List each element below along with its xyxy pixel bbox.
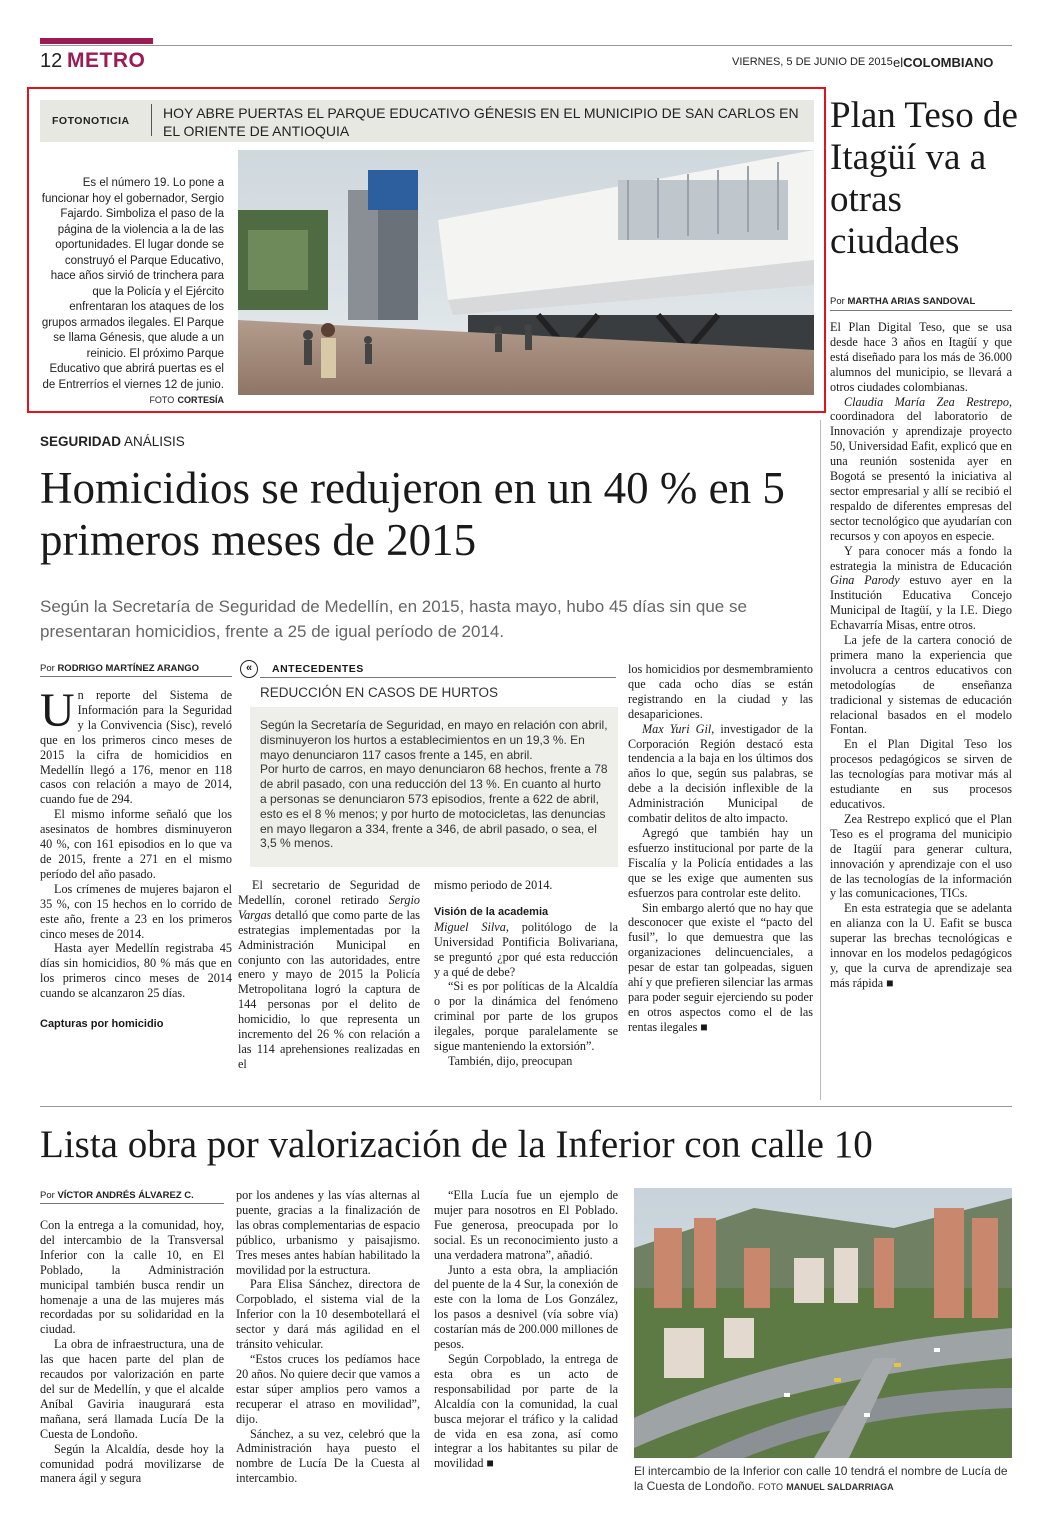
paragraph-text: detalló que como parte de las estrategias implementadas por la Administración Municipal en conjunto con las autoridades, entre enero y mayo de 2015 la Policía Metropolitana logró la captura de 144 personas por el delito de homicidio, lo que representa un incremento del 26 % con relación a las 114 aprehensiones realizadas en el xyxy=(238,907,420,1071)
intercambio-photo xyxy=(634,1188,1012,1458)
kicker-type: ANÁLISIS xyxy=(124,434,185,449)
paragraph-text: , politólogo de la Universidad Pontificia Bolivariana, se preguntó ¿por qué esta reducción y a qué de debe? xyxy=(434,919,619,979)
antecedentes-divider xyxy=(260,677,616,678)
caption-credit-name: MANUEL SALDARRIAGA xyxy=(786,1482,894,1492)
paragraph xyxy=(830,901,1012,990)
paragraph: mismo periodo de 2014. xyxy=(434,878,553,892)
person-name: Sergio Vargas xyxy=(238,892,420,922)
fotonoticia-title: HOY ABRE PUERTAS EL PARQUE EDUCATIVO GÉNESIS EN EL MUNICIPIO DE SAN CARLOS EN EL ORIENTE DE ANTIOQUIA xyxy=(163,105,799,139)
page-number: 12 xyxy=(40,50,63,72)
paragraph: Agregó que también hay un esfuerzo institucional por parte de la Fiscalía y la Policía entidades a las que se les exige que aumenten sus esfuerzos para controlar este delito. xyxy=(628,825,813,900)
paragraph xyxy=(434,920,618,980)
sidebar-byline xyxy=(830,296,975,307)
chevron-left-double-icon: « xyxy=(240,660,258,678)
byline-divider xyxy=(40,676,232,677)
antecedentes-paragraph: Según la Secretaría de Seguridad, en mayo en relación con abril, disminuyeron los hurtos a establecimientos en un 19,3 %. En mayo denunciaron 117 casos frente a 145, en abril. xyxy=(260,718,608,762)
paragraph xyxy=(830,395,1012,544)
main-deck: Según la Secretaría de Seguridad de Medellín, en 2015, hasta mayo, hubo 45 días sin que se presentaran homicidios, frente a 25 de igual período de 2014. xyxy=(40,597,747,641)
paragraph: Sánchez, a su vez, celebró que la Administración haya puesto el nombre de Lucía De la Cuesta al intercambio. xyxy=(236,1426,420,1486)
kicker-section: SEGURIDAD xyxy=(40,434,122,449)
byline-prefix: Por xyxy=(40,663,55,674)
main-column-1 xyxy=(40,684,232,1032)
person-name: Gina Parody xyxy=(830,573,900,588)
antecedentes-label: ANTECEDENTES xyxy=(272,663,364,675)
paragraph xyxy=(238,878,420,1072)
main-byline xyxy=(40,663,199,674)
paragraph: La obra de infraestructura, una de las que hacen parte del plan de recaudos por valorización en parte del sur de Medellín, y que el alcalde Aníbal Gaviria inaugurará esta mañana, será llamada Lucía De la Cuesta de Londoño. xyxy=(40,1337,224,1441)
byline-name: MARTHA ARIAS SANDOVAL xyxy=(847,296,976,307)
paragraph-text: Sin embargo alertó que no hay que desconocer que existe el “pacto del fusil”, lo que demuestra que las organizaciones delincuenciales, a pesar de estar tan golpeadas, siguen ahí y que prefieren silenciar las armas para poder seguir ejerciendo su poder en otros aspectos como el de las rentas ilegales xyxy=(628,900,813,1034)
byline-name: VÍCTOR ANDRÉS ÁLVAREZ C. xyxy=(57,1190,194,1201)
paragraph: Zea Restrepo explicó que el Plan Teso es el programa del municipio de Itagüí para generar cultura, innovación y aprendizaje con el uso de las tecnologías de la información y las comunicaciones, TICs. xyxy=(830,811,1012,901)
paragraph: Hasta ayer Medellín registraba 45 días sin homicidios, 80 % más que en los primeros cinco meses de 2014 cuando se alcanzaron 25 días. xyxy=(40,941,232,1001)
fotonoticia-body: Es el número 19. Lo pone a funcionar hoy el gobernador, Sergio Fajardo. Simboliza el paso de la página de la violencia a la de las oportunidades. El lugar donde se construyó el Parque Educativo, hace años sirvió de trinchera para que la Policía y el Ejército enfrentaran los ataques de los grupos armados ilegales. El Parque se llama Génesis, que alude a un reinicio. El próximo Parque Educativo que abrirá puertas es el de Entrerríos el viernes 12 de junio. xyxy=(41,177,224,391)
sidebar-byline-divider xyxy=(830,310,1012,311)
sidebar-column xyxy=(830,320,1012,991)
caption-credit-prefix: FOTO xyxy=(758,1482,783,1492)
intercambio-illustration xyxy=(634,1188,1012,1458)
second-column-2 xyxy=(236,1188,420,1486)
byline-name: RODRIGO MARTÍNEZ ARANGO xyxy=(57,663,200,674)
second-column-3 xyxy=(434,1188,618,1471)
antecedentes-text xyxy=(260,718,610,851)
paragraph-text: El secretario de Seguridad de Medellín, coronel retirado xyxy=(238,878,420,907)
paragraph: “Ella Lucía fue un ejemplo de mujer para nosotros en El Poblado. Fue generosa, preocupada por lo social. Es un reconocimiento justo a una verdadera matrona”, añadió. xyxy=(434,1188,618,1262)
subhead-academia: Visión de la academia xyxy=(434,905,549,918)
paragraph-text: estuvo ayer en la Institución Educativa Concejo Municipal de Itagüí, y la I.E. Diego Echavarría Misas, entre otros. xyxy=(830,573,1012,633)
masthead-prefix: el xyxy=(893,55,904,70)
masthead-name: COLOMBIANO xyxy=(903,55,994,70)
second-byline xyxy=(40,1190,194,1201)
main-column-4 xyxy=(628,662,813,1035)
paragraph: “Estos cruces los pedíamos hace 20 años. No quiere decir que vamos a estar súper amplios pero vamos a recuperar el atraso en movilidad”, dijo. xyxy=(236,1351,420,1426)
article-kicker xyxy=(40,434,185,449)
section-color-bar xyxy=(40,38,153,44)
paragraph-text: En esta estrategia que se adelanta en alianza con la U. Eafit se busca superar las brechas tecnológicas e innovar en los modelos pedagógicos y, que la curva de aprendizaje sea más rápida xyxy=(830,901,1012,990)
paragraph-text: Según Corpoblado, la entrega de esta obra es un acto de responsabilidad por parte de la Alcaldía con la comunidad, la cual busca mejorar el tráfico y la calidad de vida en esa zona, así como integrar a los habitantes su pilar de movilidad xyxy=(434,1351,618,1471)
column-divider xyxy=(820,420,821,1100)
newspaper-masthead xyxy=(893,55,993,70)
fotonoticia-divider xyxy=(151,104,152,136)
paragraph: También, dijo, preocupan xyxy=(448,1053,573,1068)
paragraph: Con la entrega a la comunidad, hoy, del intercambio de la Transversal Inferior con la calle 10, en El Poblado, la Administración municipal también busca rendir un homenaje a una de las mujeres más recordadas por su solidaridad en la ciudad. xyxy=(40,1218,224,1337)
byline-prefix: Por xyxy=(40,1190,55,1201)
fotonoticia-label: FOTONOTICIA xyxy=(52,115,130,127)
paragraph xyxy=(830,544,1012,633)
issue-date: VIERNES, 5 DE JUNIO DE 2015 xyxy=(732,56,893,68)
second-column-1 xyxy=(40,1218,224,1486)
paragraph: Junto a esta obra, la ampliación del puente de la 4 Sur, la conexión de este con la loma de Los González, los pasos a desnivel (vía sobre vía) costarían más de 200.000 millones de pesos. xyxy=(434,1262,618,1352)
paragraph: Los crímenes de mujeres bajaron el 35 %, con 15 hechos en lo corrido de este año, frente a 23 en los primeros cinco meses de 2014. xyxy=(40,881,232,941)
header-divider xyxy=(40,45,1012,46)
person-name: Claudia María Zea Restrepo xyxy=(844,394,1009,409)
photo-caption xyxy=(634,1464,1012,1495)
paragraph-text: , investigador de la Corporación Región destacó esta tendencia a la baja en los últimos dos años lo que, según sus palabras, se debe a la decisión inflexible de la Administración Municipal de combatir delitos de alto impacto. xyxy=(628,721,813,826)
paragraph-text: n reporte del Sistema de Información para la Seguridad y la Convivencia (Sisc), reveló que en los primeros cinco meses de 2015 la cifra de homicidios en Medellín llegó a 176, menor en 118 casos con relación a mayo de 2014, cuando fue de 294. xyxy=(40,688,232,807)
paragraph xyxy=(628,722,813,826)
paragraph: los homicidios por desmembramiento que cada ocho días se están registrando en la ciudad y las desapariciones. xyxy=(628,662,813,721)
end-mark-icon: ■ xyxy=(700,1019,708,1034)
main-column-2 xyxy=(238,878,420,1072)
main-headline: Homicidios se redujeron en un 40 % en 5 primeros meses de 2015 xyxy=(40,463,785,565)
caption-text: El intercambio de la Inferior con calle 10 tendrá el nombre de Lucía de la Cuesta de Londoño. xyxy=(634,1464,1008,1493)
second-headline: Lista obra por valorización de la Inferior con calle 10 xyxy=(40,1123,873,1166)
paragraph xyxy=(434,1352,618,1471)
person-name: Miguel Silva xyxy=(434,919,506,934)
byline-divider xyxy=(40,1203,224,1204)
antecedentes-paragraph: Por hurto de carros, en mayo denunciaron 68 hechos, frente a 78 de abril pasado, con una reducción del 13 %. En cuanto al hurto a personas se denunciaron 573 episodios, frente a 622 de abril, esto es el 8 % menos; y por hurto de motocicletas, las denuncias en mayo llegaron a 334, frente a 346, de abril pasado, o sea, el 3,5 % menos. xyxy=(260,762,608,851)
main-column-3 xyxy=(434,878,618,1069)
paragraph: El mismo informe señaló que los asesinatos de hombres disminuyeron 40 %, con 161 episodios en lo que va de 2015, frente a 271 en el mismo período del año pasado. xyxy=(40,807,232,881)
parque-educativo-photo xyxy=(238,150,814,395)
parque-educativo-illustration xyxy=(238,150,814,395)
paragraph: La jefe de la cartera conoció de primera mano la experiencia que involucra a centros educativos con metodologías de enseñanza tradicional y sistemas de educación relacional basados en el modelo Fontan. xyxy=(830,633,1012,737)
paragraph: por los andenes y las vías alternas al puente, gracias a la finalización de las obras complementarias de espacio público, urbanismo y paisajismo. Tres meses antes habían habilitado la movilidad por la estructura. xyxy=(236,1188,420,1277)
fotonoticia-text xyxy=(40,176,224,409)
paragraph xyxy=(40,684,232,807)
fotonoticia-credit-prefix: FOTO xyxy=(149,395,175,405)
paragraph: En el Plan Digital Teso los procesos pedagógicos se sirven de las tecnologías para motivar más al estudiante en sus procesos educativos. xyxy=(830,737,1012,811)
subhead-capturas: Capturas por homicidio xyxy=(40,1018,164,1031)
end-mark-icon: ■ xyxy=(886,975,894,990)
section-divider xyxy=(40,1106,1012,1107)
paragraph-text: Y para conocer más a fondo la estrategia la ministra de Educación xyxy=(830,543,1012,573)
paragraph: “Si es por políticas de la Alcaldía o por la dinámica del fenómeno criminal por parte de los grupos ilegales, porque paralelamente se sigue manteniendo la extorsión”. xyxy=(434,979,618,1054)
paragraph: Según la Alcaldía, desde hoy la comunidad podrá movilizarse de manera ágil y segura xyxy=(40,1441,224,1486)
drop-cap: U xyxy=(40,684,75,737)
sidebar-headline: Plan Teso de Itagüí va a otras ciudades xyxy=(830,95,1018,262)
person-name: Max Yuri Gil xyxy=(642,721,712,736)
paragraph xyxy=(628,901,813,1035)
fotonoticia-credit-name: CORTESÍA xyxy=(177,395,224,405)
section-name: METRO xyxy=(67,49,146,72)
antecedentes-title: REDUCCIÓN EN CASOS DE HURTOS xyxy=(260,685,499,700)
paragraph: El Plan Digital Teso, que se usa desde hace 3 años en Itagüí y que está diseñado para los más de 36.000 alumnos del municipio, se llevará a otros ciudades colombianas. xyxy=(830,320,1012,394)
paragraph-text: , coordinadora del laboratorio de Innovación y aprendizaje proyecto 50, Universidad Eafit, explicó que en una reunión sostenida ayer en Bogotá se presentó la iniciativa al sector empresarial y allí se recibió el respaldo de diferentes empresas del sector tecnológico que ayudarían con recursos y con apoyos en especie. xyxy=(830,394,1012,543)
end-mark-icon: ■ xyxy=(486,1456,494,1471)
byline-prefix: Por xyxy=(830,296,845,307)
paragraph: Para Elisa Sánchez, directora de Corpoblado, el sistema vial de la Inferior con la 10 desembotellará el sector y dará más agilidad en el tránsito vehicular. xyxy=(236,1277,420,1352)
